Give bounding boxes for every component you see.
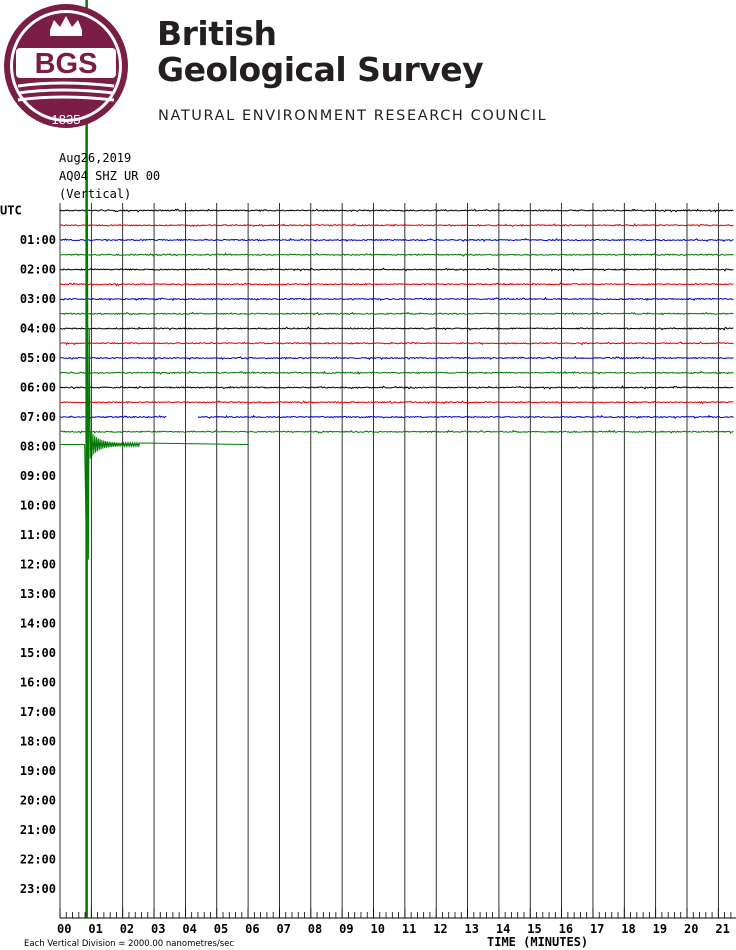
seismic-trace bbox=[60, 386, 733, 389]
seismic-trace bbox=[60, 430, 733, 433]
hour-tick-label: 06:00 bbox=[19, 380, 56, 395]
station-info bbox=[59, 149, 160, 203]
minute-tick-label: 09 bbox=[339, 922, 354, 936]
minute-tick-label: 12 bbox=[433, 922, 448, 936]
hour-tick-label: 21:00 bbox=[19, 823, 56, 837]
seismic-trace bbox=[60, 401, 733, 404]
seismic-trace bbox=[60, 253, 733, 256]
minute-tick-label: 13 bbox=[464, 922, 480, 936]
scale-note: Each Vertical Division = 2000.00 nanometres/sec bbox=[24, 939, 235, 949]
org-name-line1: British bbox=[157, 14, 277, 53]
minute-tick-label: 00 bbox=[57, 922, 72, 936]
hour-tick-label: 11:00 bbox=[19, 528, 56, 542]
x-axis-title: TIME (MINUTES) bbox=[487, 935, 589, 949]
minute-tick-label: 10 bbox=[370, 922, 385, 936]
logo-text: BGS bbox=[34, 48, 98, 80]
hour-tick-label: 08:00 bbox=[19, 439, 56, 454]
hour-tick-label: 07:00 bbox=[19, 410, 56, 424]
seismic-trace bbox=[60, 209, 733, 212]
seismic-trace bbox=[60, 224, 733, 226]
hour-tick-label: 22:00 bbox=[19, 852, 56, 867]
minute-tick-label: 06 bbox=[245, 922, 260, 936]
hour-tick-label: 01:00 bbox=[19, 233, 56, 247]
seismic-trace bbox=[60, 268, 733, 271]
seismic-trace bbox=[60, 298, 733, 300]
seismic-trace bbox=[60, 313, 733, 315]
hour-tick-label: 02:00 bbox=[19, 262, 56, 277]
minute-tick-label: 07 bbox=[276, 922, 291, 936]
minute-tick-label: 16 bbox=[558, 922, 574, 936]
hour-tick-label: 19:00 bbox=[19, 764, 56, 778]
hour-tick-label: 14:00 bbox=[19, 616, 56, 631]
seismic-trace bbox=[60, 416, 733, 419]
org-subtitle: NATURAL ENVIRONMENT RESEARCH COUNCIL bbox=[158, 108, 548, 124]
record-date: Aug26,2019 bbox=[59, 151, 132, 165]
minute-tick-label: 01 bbox=[88, 922, 103, 936]
hour-tick-label: 18:00 bbox=[19, 734, 56, 749]
minute-tick-label: 20 bbox=[684, 922, 699, 936]
hour-tick-label: 04:00 bbox=[19, 321, 56, 336]
hour-tick-label: 09:00 bbox=[19, 469, 56, 483]
bgs-logo bbox=[0, 0, 140, 140]
minute-tick-label: 18 bbox=[621, 922, 636, 936]
minute-tick-label: 14 bbox=[495, 922, 511, 936]
hour-tick-label: 05:00 bbox=[19, 351, 56, 365]
minute-tick-label: 19 bbox=[652, 922, 668, 936]
minute-tick-label: 02 bbox=[119, 922, 135, 936]
component-label: (Vertical) bbox=[59, 187, 132, 201]
minute-tick-label: 11 bbox=[401, 922, 417, 936]
hour-tick-label: UTC bbox=[0, 203, 22, 218]
channel-code: AQ04 SHZ UR 00 bbox=[59, 169, 161, 183]
logo-year: 1835 bbox=[51, 112, 81, 127]
minute-tick-label: 08 bbox=[307, 922, 323, 936]
minute-tick-label: 21 bbox=[715, 922, 730, 936]
seismic-trace bbox=[60, 239, 733, 242]
minute-tick-label: 05 bbox=[213, 922, 229, 936]
hour-tick-label: 23:00 bbox=[19, 882, 56, 896]
seismic-trace bbox=[60, 327, 733, 330]
seismic-trace bbox=[60, 342, 733, 345]
seismic-trace bbox=[60, 283, 733, 286]
hour-tick-label: 20:00 bbox=[19, 793, 56, 808]
bgs-logo-icon bbox=[0, 0, 140, 140]
hour-tick-label: 16:00 bbox=[19, 675, 56, 690]
org-name-line2: Geological Survey bbox=[157, 50, 484, 89]
seismic-trace bbox=[60, 372, 733, 375]
org-name bbox=[157, 16, 483, 88]
hour-tick-label: 17:00 bbox=[19, 705, 56, 719]
hour-tick-label: 10:00 bbox=[19, 498, 56, 513]
hour-tick-label: 03:00 bbox=[19, 292, 56, 306]
minute-tick-label: 03 bbox=[151, 922, 166, 936]
hour-tick-label: 12:00 bbox=[19, 557, 56, 572]
minute-tick-label: 15 bbox=[527, 922, 542, 936]
hour-tick-label: 13:00 bbox=[19, 587, 56, 601]
minute-tick-label: 04 bbox=[182, 922, 197, 936]
minute-tick-label: 17 bbox=[589, 922, 605, 936]
hour-tick-label: 15:00 bbox=[19, 646, 56, 660]
seismic-trace bbox=[60, 357, 733, 360]
